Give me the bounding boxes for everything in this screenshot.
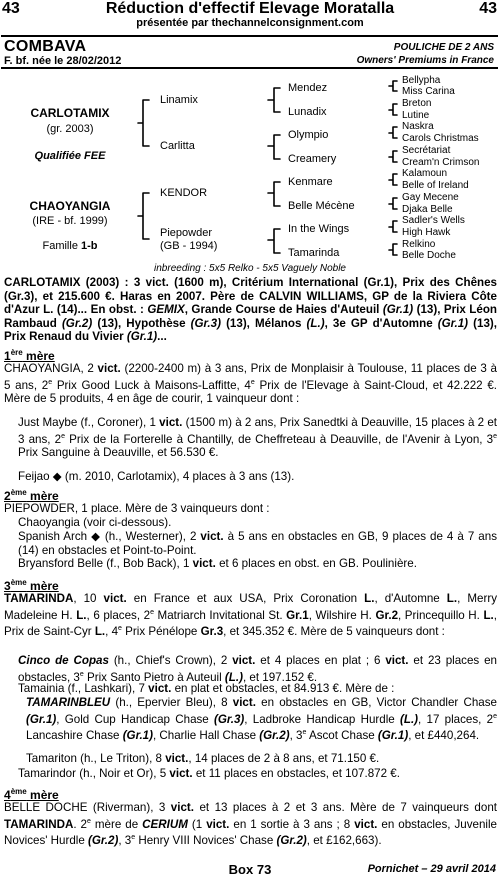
gen3-6: Belle Mécène: [288, 200, 355, 212]
gen4-1: Bellypha: [402, 75, 441, 86]
horse-name: COMBAVA: [4, 38, 87, 55]
sire-paragraph: CARLOTAMIX (2003) : 3 vict. (1600 m), Critérium International (Gr.1), Prix des Chênes (Gr.3), et 215.600 €. Haras en 2007. Père de CALVIN WILLIAMS, GP de la Riviera Côte d'Azur L. (14)... En obst. : GEMIX, Grande Course de Haies d'Auteuil (Gr.1) (13), Prix Léon Rambaud (Gr.2) (13), Hypothèse (Gr.3) (13), Mélanos (L.), 3e GP d'Automne (Gr.1) (13), Prix Renaud du Vivier (Gr.1)...: [4, 276, 497, 344]
box-number: Box 73: [228, 862, 272, 877]
gen3-7: In the Wings: [288, 223, 350, 235]
first-dam-text: CHAOYANGIA, 2 vict. (2200-2400 m) à 3 ans, Prix de Monplaisir à Toulouse, 11 places de 3 à 5 ans, 2e Prix Good Luck à Maisons-Laffitte, 4e Prix de l'Elevage à Saint-Cloud, et 42.222 €. Mère de 5 produits, 4 en âge de courir, 1 vainqueur dont :: [4, 362, 497, 406]
gen3-4: Creamery: [288, 153, 337, 165]
third-dam-text: TAMARINDA, 10 vict. en France et aux USA, Prix Coronation L., d'Automne L., Merry Madeleine H. L., 6 places, 2e Matriarch Invitational St. Gr.1, Wilshire H. Gr.2, Princequillo H. L., Prix de Saint-Cyr L., 4e Prix Pénélope Gr.3, et 345.352 €. Mère de 5 vainqueurs dont :: [4, 592, 497, 638]
gen4-6: Carols Christmas: [402, 133, 479, 144]
gen2-dam-dam-info: (GB - 1994): [160, 240, 218, 252]
lot-number-right: 43: [479, 0, 497, 17]
horse-birth: F. bf. née le 28/02/2012: [4, 55, 122, 67]
gen4-10: Belle of Ireland: [402, 180, 469, 191]
dam-info: (IRE - bf. 1999): [32, 215, 108, 227]
gen4-3: Breton: [402, 98, 432, 109]
gen3-8: Tamarinda: [288, 247, 340, 259]
section-first-dam: 1ère mère: [4, 348, 55, 363]
sire-name: CARLOTAMIX: [30, 106, 110, 120]
third-dam-produce-3: Tamarindor (h., Noir et Or), 5 vict. et 11 places en obstacles, et 107.872 €.: [18, 767, 400, 780]
gen4-7: Secrétariat: [402, 145, 451, 156]
gen4-13: Sadler's Wells: [402, 215, 465, 226]
section-second-dam: 2ème mère: [4, 488, 59, 503]
page-header: [0, 0, 500, 18]
second-dam-produce-2: Spanish Arch ◆ (h., Westerner), 2 vict. à 5 ans en obstacles en GB, 9 places de 4 à 7 ans (14) en obstacles et Point-to-Point.: [18, 530, 497, 557]
first-dam-produce-1: Just Maybe (f., Coroner), 1 vict. (1500 m) à 2 ans, Prix Sanedtki à Deauville, 15 places à 2 et 3 ans, 2e Prix de la Forterelle à Chantilly, de Cheffreteau à Deauville, de l'Avenir à Lyon, 3e Prix Sanguine à Deauville, et 56.530 €.: [18, 416, 497, 460]
dam-family: Famille 1-b: [42, 240, 98, 252]
gen4-14: High Hawk: [402, 227, 451, 238]
gen3-5: Kenmare: [288, 176, 333, 188]
gen3-1: Mendez: [288, 82, 328, 94]
sire-info: (gr. 2003): [46, 123, 94, 135]
second-dam-produce-3: Bryansford Belle (f., Bob Back), 1 vict. et 6 places en obst. en GB. Poulinière.: [18, 557, 417, 570]
gen2-sire-dam: Carlitta: [160, 140, 195, 152]
gen2-dam-dam: Piepowder: [160, 227, 212, 239]
gen4-2: Miss Carina: [402, 86, 455, 97]
section-third-dam: 3ème mère: [4, 578, 59, 593]
gen2-dam-sire: KENDOR: [160, 187, 208, 199]
gen4-16: Belle Doche: [402, 250, 456, 261]
fourth-dam-text: BELLE DOCHE (Riverman), 3 vict. et 13 places à 2 et 3 ans. Mère de 7 vainqueurs dont TAMARINDA. 2e mère de CERIUM (1 vict. en 1 sortie à 3 ans ; 8 vict. en obstacles, Juvenile Novices' Hurdle (Gr.2), 3e Henry VIII Novices' Chase (Gr.2), et £162,663).: [4, 801, 497, 847]
horse-name-bar: [1, 35, 498, 69]
third-dam-grand-produce-1: TAMARINBLEU (h., Epervier Bleu), 8 vict. en obstacles en GB, Victor Chandler Chase (Gr.1), Gold Cup Handicap Chase (Gr.3), Ladbroke Handicap Hurdle (L.), 17 places, 2e Lancashire Chase (Gr.1), Charlie Hall Chase (Gr.2), 3e Ascot Chase (Gr.1), et £440,264.: [26, 696, 497, 742]
gen4-4: Lutine: [402, 110, 430, 121]
third-dam-produce-2: Tamainia (f., Lashkari), 7 vict. en plat et obstacles, et 84.913 €. Mère de :: [18, 682, 395, 695]
second-dam-produce-1: Chaoyangia (voir ci-dessous).: [18, 516, 172, 529]
gen4-8: Cream'n Crimson: [402, 157, 480, 168]
gen4-5: Naskra: [402, 121, 434, 132]
lot-number-left: 43: [2, 0, 20, 17]
inbreeding-note: inbreeding : 5x5 Relko - 5x5 Vaguely Noble: [154, 263, 346, 274]
pedigree-table: [0, 70, 500, 275]
dam-name: CHAOYANGIA: [29, 199, 111, 213]
first-dam-produce-2: Feijao ◆ (m. 2010, Carlotamix), 4 places à 3 ans (13).: [18, 470, 295, 483]
gen3-2: Lunadix: [288, 106, 327, 118]
gen4-9: Kalamoun: [402, 168, 448, 179]
gen4-11: Gay Mecene: [402, 192, 459, 203]
second-dam-text: PIEPOWDER, 1 place. Mère de 3 vainqueurs dont :: [4, 502, 270, 515]
sale-date: Pornichet – 29 avril 2014: [367, 863, 496, 875]
page-footer: [0, 862, 500, 878]
section-fourth-dam: 4ème mère: [4, 787, 59, 802]
third-dam-grand-produce-2: Tamariton (h., Le Triton), 8 vict., 14 places de 2 à 8 ans, et 71.150 €.: [26, 752, 380, 765]
gen4-15: Relkino: [402, 239, 436, 250]
page-subtitle: présentée par thechannelconsignment.com: [136, 17, 364, 29]
gen3-3: Olympio: [288, 129, 329, 141]
horse-sex-age: POULICHE DE 2 ANS: [393, 42, 494, 53]
third-dam-produce-1: Cinco de Copas (h., Chief's Crown), 2 vict. et 4 places en plat ; 6 vict. et 23 places en obstacles, 3e Prix Santo Pietro à Auteuil (L.), et 197.152 €.: [18, 654, 497, 684]
sire-note: Qualifiée FEE: [34, 150, 106, 162]
gen4-12: Djaka Belle: [402, 204, 453, 215]
gen2-sire: Linamix: [160, 94, 198, 106]
owners-premiums: Owners' Premiums in France: [356, 55, 494, 66]
page-title: Réduction d'effectif Elevage Moratalla: [105, 0, 395, 17]
